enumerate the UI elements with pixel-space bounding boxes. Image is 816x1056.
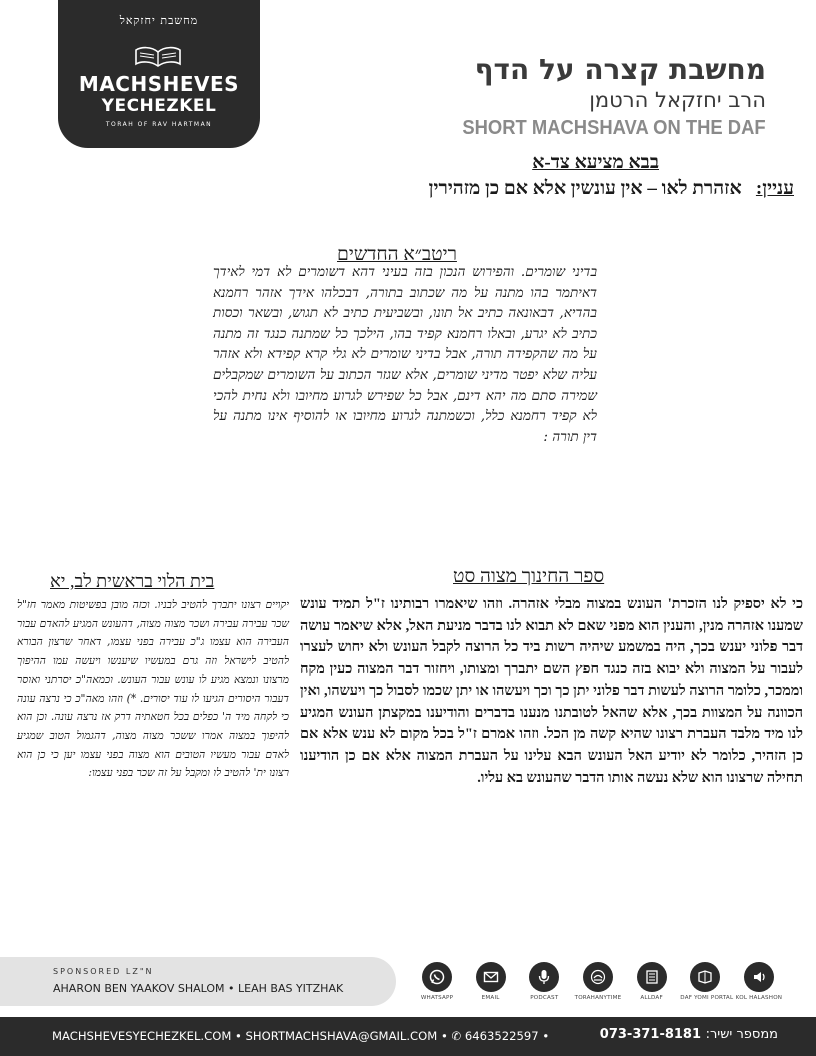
open-book-icon xyxy=(133,44,183,68)
chinuch-title: ספר החינוך מצוה סט xyxy=(453,566,605,587)
kol-halashon-link[interactable]: KOL HALASHON xyxy=(734,962,784,1008)
torahanytime-link[interactable]: TORAHANYTIME xyxy=(573,962,623,1008)
alldaf-link[interactable]: ALLDAF xyxy=(627,962,677,1008)
sponsor-names: AHARON BEN YAAKOV SHALOM • LEAH BAS YITZHAK xyxy=(53,982,344,995)
sponsor-label: SPONSORED LZ"N xyxy=(53,967,154,976)
daf-yomi-portal-link[interactable]: DAF YOMI PORTAL xyxy=(680,962,730,1008)
topic-line xyxy=(429,178,794,200)
logo-tagline: TORAH OF RAV HARTMAN xyxy=(105,121,213,128)
footer-bar xyxy=(0,1017,816,1056)
kol-halashon-icon xyxy=(751,969,767,985)
author-name: הרב יחזקאל הרטמן xyxy=(589,88,766,112)
podcast-link[interactable]: PODCAST xyxy=(519,962,569,1008)
daf-reference: בבא מציעא צד-א xyxy=(532,152,659,173)
email-icon xyxy=(483,969,499,985)
topic-label: עניין: xyxy=(755,178,794,199)
footer-phone[interactable] xyxy=(600,1027,778,1042)
beis-halevi-text: יקויים רצונו יתברך להטיב לבניו. וכזה מובן בפשיטות מאמר חז"ל שכר עבירה עבירה ושכר מצוה מצוה, דהעונש המגיע להאדם עבור העבירה הוא עצמו ג"כ עבירה בפני עצמו, דאחר שרצון הבורא להטיב לישראל וזה גרם במעשיו שיענשו ויעשה עמו ההיפוך מרצונו ונמצא מגיע לו עונש עבור העונש. וכמאה"כ יסרתני ואוסר דעבור היסורים הגיעו לו עוד יסורים. *) וזהו מאה"כ כי נרצה עונה כי לקחה מיד ה' כפלים בכל חטאתיה דרק אז נרצה עונה. וכן הוא להיפוך במצוה אמרו ששכר מצוה מצוה, דהגמול הטוב שמגיע לאדם עבור מעשיו הטובים הוא מצוה בפני עצמו יען כי כן הוא רצונו ית' להטיב לו ומקבל על זה שכר בפני עצמו: xyxy=(17,598,289,780)
topic-text: אזהרת לאו – אין עונשין אלא אם כן מזהירין xyxy=(428,178,742,199)
chinuch-text: כי לא יספיק לנו הזכרת' העונש במצוה מבלי אזהרה. וזהו שיאמרו רבותינו ז"ל תמיד עונש שמענו אזהרה מנין, והענין הוא מפני שאם לא תבוא לנו בדבר מניעת האל, אלא שיאמר עושה דבר פלוני יענש בכך, היה במשמע שיהיה רשות ביד כל הרוצה לקבל העונש ולא יחוש לעצרו לעבור על המצוה ולא יבוא בזה כנגד חפץ השם יתברך ומצותו, ויחזור דבר המצוה כעין מקח וממכר, כלומר הרוצה לעשות דבר פלוני יתן כך וכך ויעשהו או יתן שכמו לסבול כך ויעשהו, ואין הכוונה על המצוות בכך, אלא שהאל לטובתנו מנענו בדברים והודיענו במקצתן העונש המגיע לנו מיד מלבד העברת רצונו שהיא קשה מן הכל. וזהו אמרם ז"ל בכל מקום לא ענש אלא אם כן הזהיר, כלומר לא יודיע האל העונש הבא עלינו על העברת המצוה אלא אם כן הודיענו תחילה שרצונו הוא שלא נעשה אותו הדבר שהעונש בא עליו. xyxy=(300,596,803,786)
email-link[interactable]: EMAIL xyxy=(466,962,516,1008)
logo xyxy=(58,0,260,148)
phone-number: 073-371-8181 xyxy=(599,1027,702,1042)
beis-halevi-title: בית הלוי בראשית לב, יא xyxy=(50,571,215,591)
page-title: מחשבת קצרה על הדף xyxy=(474,53,766,86)
phone-label: ממספר ישיר: xyxy=(705,1027,778,1042)
whatsapp-icon xyxy=(429,969,445,985)
english-title: SHORT MACHSHAVA ON THE DAF xyxy=(462,117,766,139)
ritva-title: ריטב״א החדשים xyxy=(337,244,457,265)
logo-line1: MACHSHEVES xyxy=(78,72,240,96)
ritva-text: בדיני שומרים. והפירוש הנכון בזה בעיני דהא דשומרים לא דמי לאידך דאיתמר בהו מתנה על מה שכתוב בתורה, דבכלהו אידך אזהר רחמנא בהדיא, דבאונאה כתיב אל תונו, ובשביעית כתיב לא תגוש, ובשאר וכסות כתיב לא יגרע, ובאלו רחמנא קפיד בהו, הילכך כל שמתנה כנגד זה מתנה על מה שהקפידה תורה, אבל בדיני שומרים לא גלי קרא קפידא ולא אזהר עליה שלא יפטר מדיני שומרים, אלא שגזר הכתוב על השומרים שמקבלים שמירה סתם מה יהא דינם, אבל כל שפירש לגרוע מחיובו ולא נחית להכי לא קפיד רחמנא כלל, וכשמתנה לגרוע מחיובו או להוסיף אינו מתנה על דין תורה : xyxy=(213,264,597,445)
whatsapp-link[interactable]: WHATSAPP xyxy=(412,962,462,1008)
alldaf-icon xyxy=(644,969,660,985)
link-icons xyxy=(412,962,784,1008)
torahanytime-icon xyxy=(590,969,606,985)
daf-yomi-portal-icon xyxy=(697,969,713,985)
footer-contact[interactable]: MACHSHEVESYECHEZKEL.COM • SHORTMACHSHAVA@GMAIL.COM • ✆ 6463522597 • xyxy=(52,1029,550,1043)
logo-line2: YECHEZKEL xyxy=(101,96,217,116)
sponsor-banner xyxy=(0,957,396,1006)
logo-hebrew: מחשבת יחזקאל xyxy=(119,14,199,27)
podcast-icon xyxy=(536,969,552,985)
